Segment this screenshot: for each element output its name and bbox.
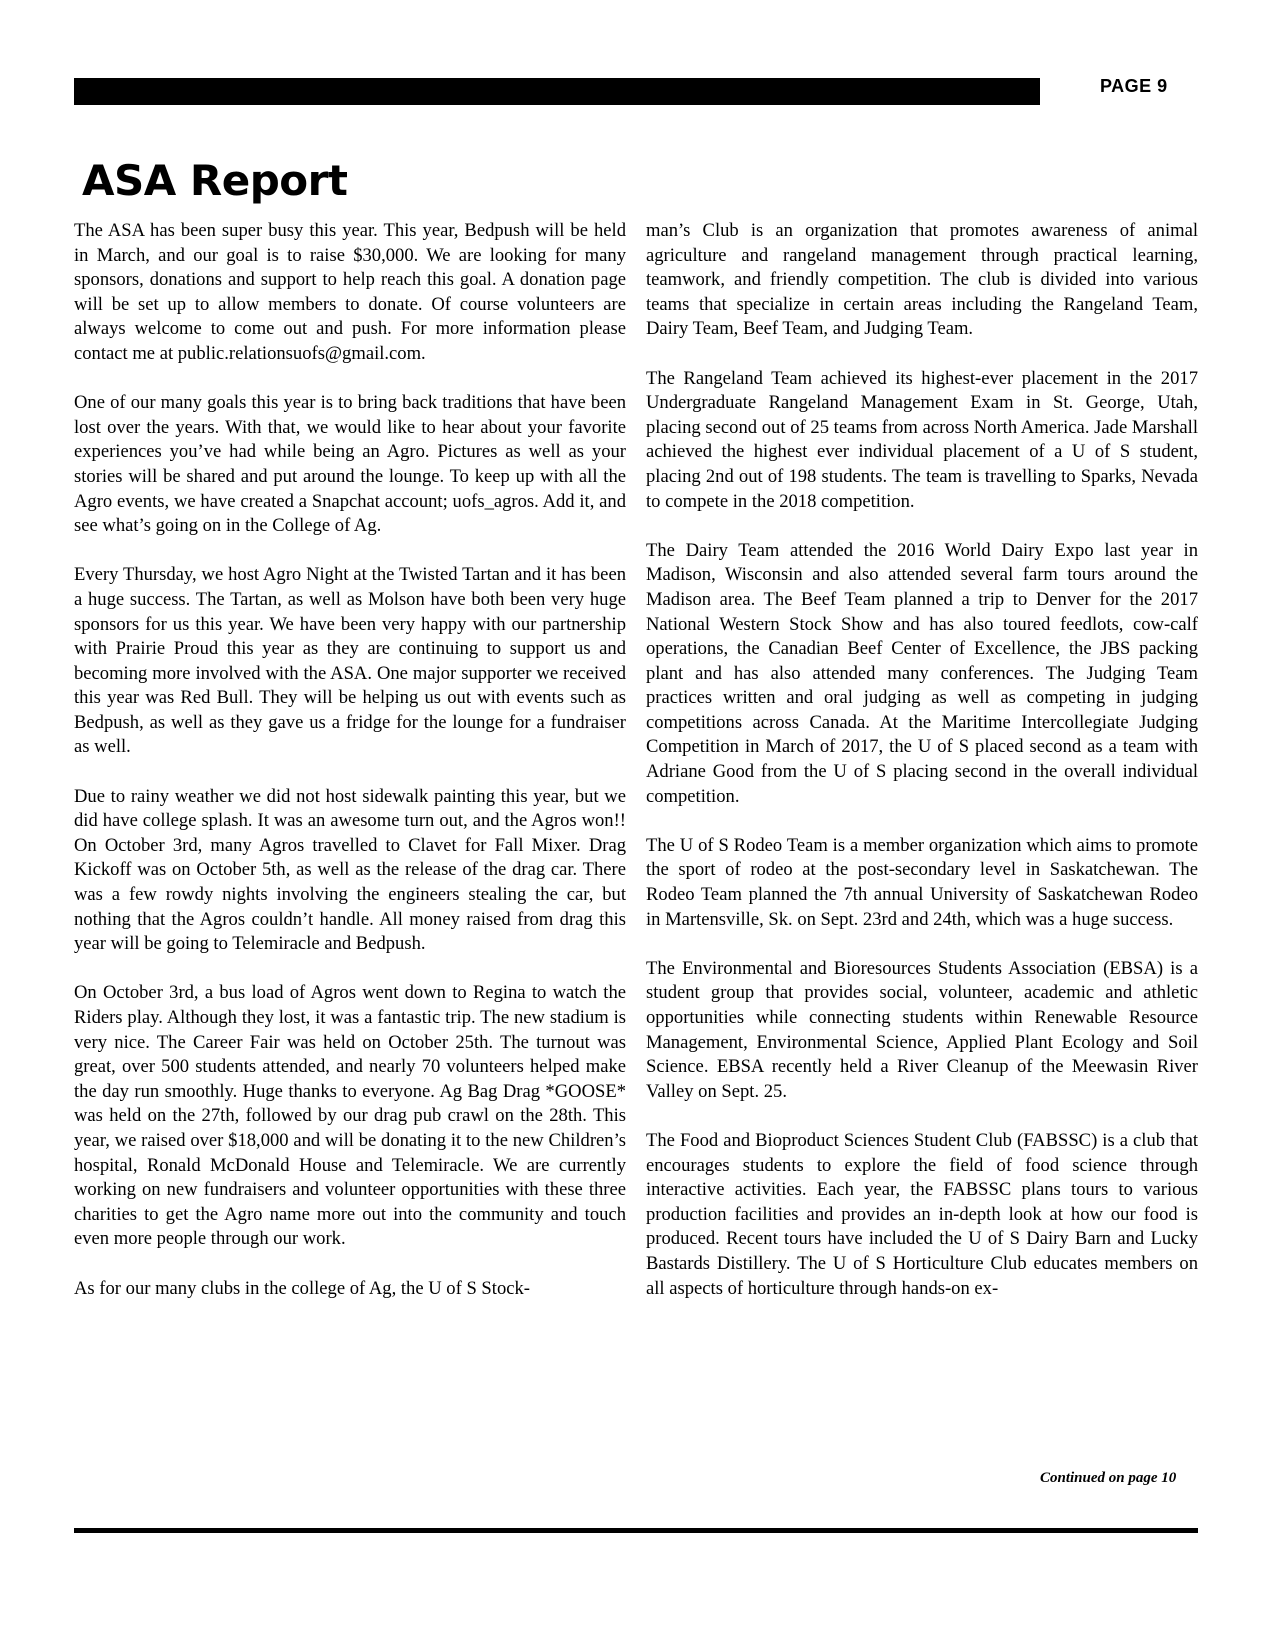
- paragraph: Every Thursday, we host Agro Night at the Twisted Tartan and it has been a huge success. The Tartan, as well as Molson have both been very huge sponsors for us this year. We have been very happy with our partnership with Prairie Proud this year as they are continuing to support us and becoming more involved with the ASA. One major supporter we received this year was Red Bull. They will be helping us out with events such as Bedpush, as well as they gave us a fridge for the lounge for a fundraiser as well.: [74, 564, 626, 758]
- paragraph: man’s Club is an organization that promotes awareness of animal agriculture and rangeland management through practical learning, teamwork, and friendly competition. The club is divided into various teams that specialize in certain areas including the Rangeland Team, Dairy Team, Beef Team, and Judging Team.: [646, 220, 1198, 340]
- paragraph: Due to rainy weather we did not host sidewalk painting this year, but we did have college splash. It was an awesome turn out, and the Agros won!! On October 3rd, many Agros travelled to Clavet for Fall Mixer. Drag Kickoff was on October 5th, as well as the release of the drag car. There was a few rowdy nights involving the engineers stealing the car, but nothing that the Agros couldn’t handle. All money raised from drag this year will be going to Telemiracle and Bedpush.: [74, 785, 626, 955]
- footer-rule: [74, 1528, 1198, 1533]
- paragraph: The Environmental and Bioresources Students Association (EBSA) is a student group that provides social, volunteer, academic and athletic opportunities while connecting students within Renewable Resource Management, Environmental Science, Applied Plant Ecology and Soil Science. EBSA recently held a River Cleanup of the Meewasin River Valley on Sept. 25.: [646, 957, 1198, 1102]
- continued-note: Continued on page 10: [1040, 1470, 1177, 1486]
- paragraph: The Dairy Team attended the 2016 World Dairy Expo last year in Madison, Wisconsin and also attended several farm tours around the Madison area. The Beef Team planned a trip to Denver for the 2017 National Western Stock Show and has also toured feedlots, cow-calf operations, the Canadian Beef Center of Excellence, the JBS packing plant and has also attended many conferences. The Judging Team practices written and oral judging as well as competing in judging competitions across Canada. At the Maritime Intercollegiate Judging Competition in March of 2017, the U of S placed second as a team with Adriane Good from the U of S placing second in the overall individual competition.: [646, 539, 1198, 807]
- paragraph: The Food and Bioproduct Sciences Student Club (FABSSC) is a club that encourages students to explore the field of food science through interactive activities. Each year, the FABSSC plans tours to various production facilities and provides an in-depth look at how our food is produced. Recent tours have included the U of S Dairy Barn and Lucky Bastards Distillery. The U of S Horticulture Club educates members on all aspects of horticulture through hands-on ex-: [646, 1129, 1198, 1299]
- article-title: ASA Report: [82, 156, 348, 205]
- paragraph: The ASA has been super busy this year. This year, Bedpush will be held in March, and our goal is to raise $30,000. We are looking for many sponsors, donations and support to help reach this goal. A donation page will be set up to allow members to donate. Of course volunteers are always welcome to come out and push. For more information please contact me at public.relationsuofs@gmail.com.: [74, 220, 626, 364]
- paragraph: The Rangeland Team achieved its highest-ever placement in the 2017 Undergraduate Rangeland Management Exam in St. George, Utah, placing second out of 25 teams from across North America. Jade Marshall achieved the highest ever individual placement of a U of S student, placing 2nd out of 198 students. The team is travelling to Sparks, Nevada to compete in the 2018 competition.: [646, 367, 1198, 512]
- paragraph: On October 3rd, a bus load of Agros went down to Regina to watch the Riders play. Although they lost, it was a fantastic trip. The new stadium is very nice. The Career Fair was held on October 25th. The turnout was great, over 500 students attended, and nearly 70 volunteers helped make the day run smoothly. Huge thanks to everyone. Ag Bag Drag *GOOSE* was held on the 27th, followed by our drag pub crawl on the 28th. This year, we raised over $18,000 and will be donating it to the new Children’s hospital, Ronald McDonald House and Telemiracle. We are currently working on new fundraisers and volunteer opportunities with these three charities to get the Agro name more out into the community and touch even more people through our work.: [74, 982, 626, 1250]
- header-bar: [74, 78, 1040, 105]
- right-column: [646, 219, 1198, 1301]
- paragraph: As for our many clubs in the college of Ag, the U of S Stock-: [74, 1277, 530, 1299]
- left-column: [74, 219, 626, 1301]
- paragraph: One of our many goals this year is to bring back traditions that have been lost over the years. With that, we would like to hear about your favorite experiences you’ve had while being an Agro. Pictures as well as your stories will be shared and put around the lounge. To keep up with all the Agro events, we have created a Snapchat account; uofs_agros. Add it, and see what’s going on in the College of Ag.: [74, 392, 626, 537]
- paragraph: The U of S Rodeo Team is a member organization which aims to promote the sport of rodeo at the post-secondary level in Saskatchewan. The Rodeo Team planned the 7th annual University of Saskatchewan Rodeo in Martensville, Sk. on Sept. 23rd and 24th, which was a huge success.: [646, 834, 1198, 930]
- page-number: PAGE 9: [1100, 76, 1168, 96]
